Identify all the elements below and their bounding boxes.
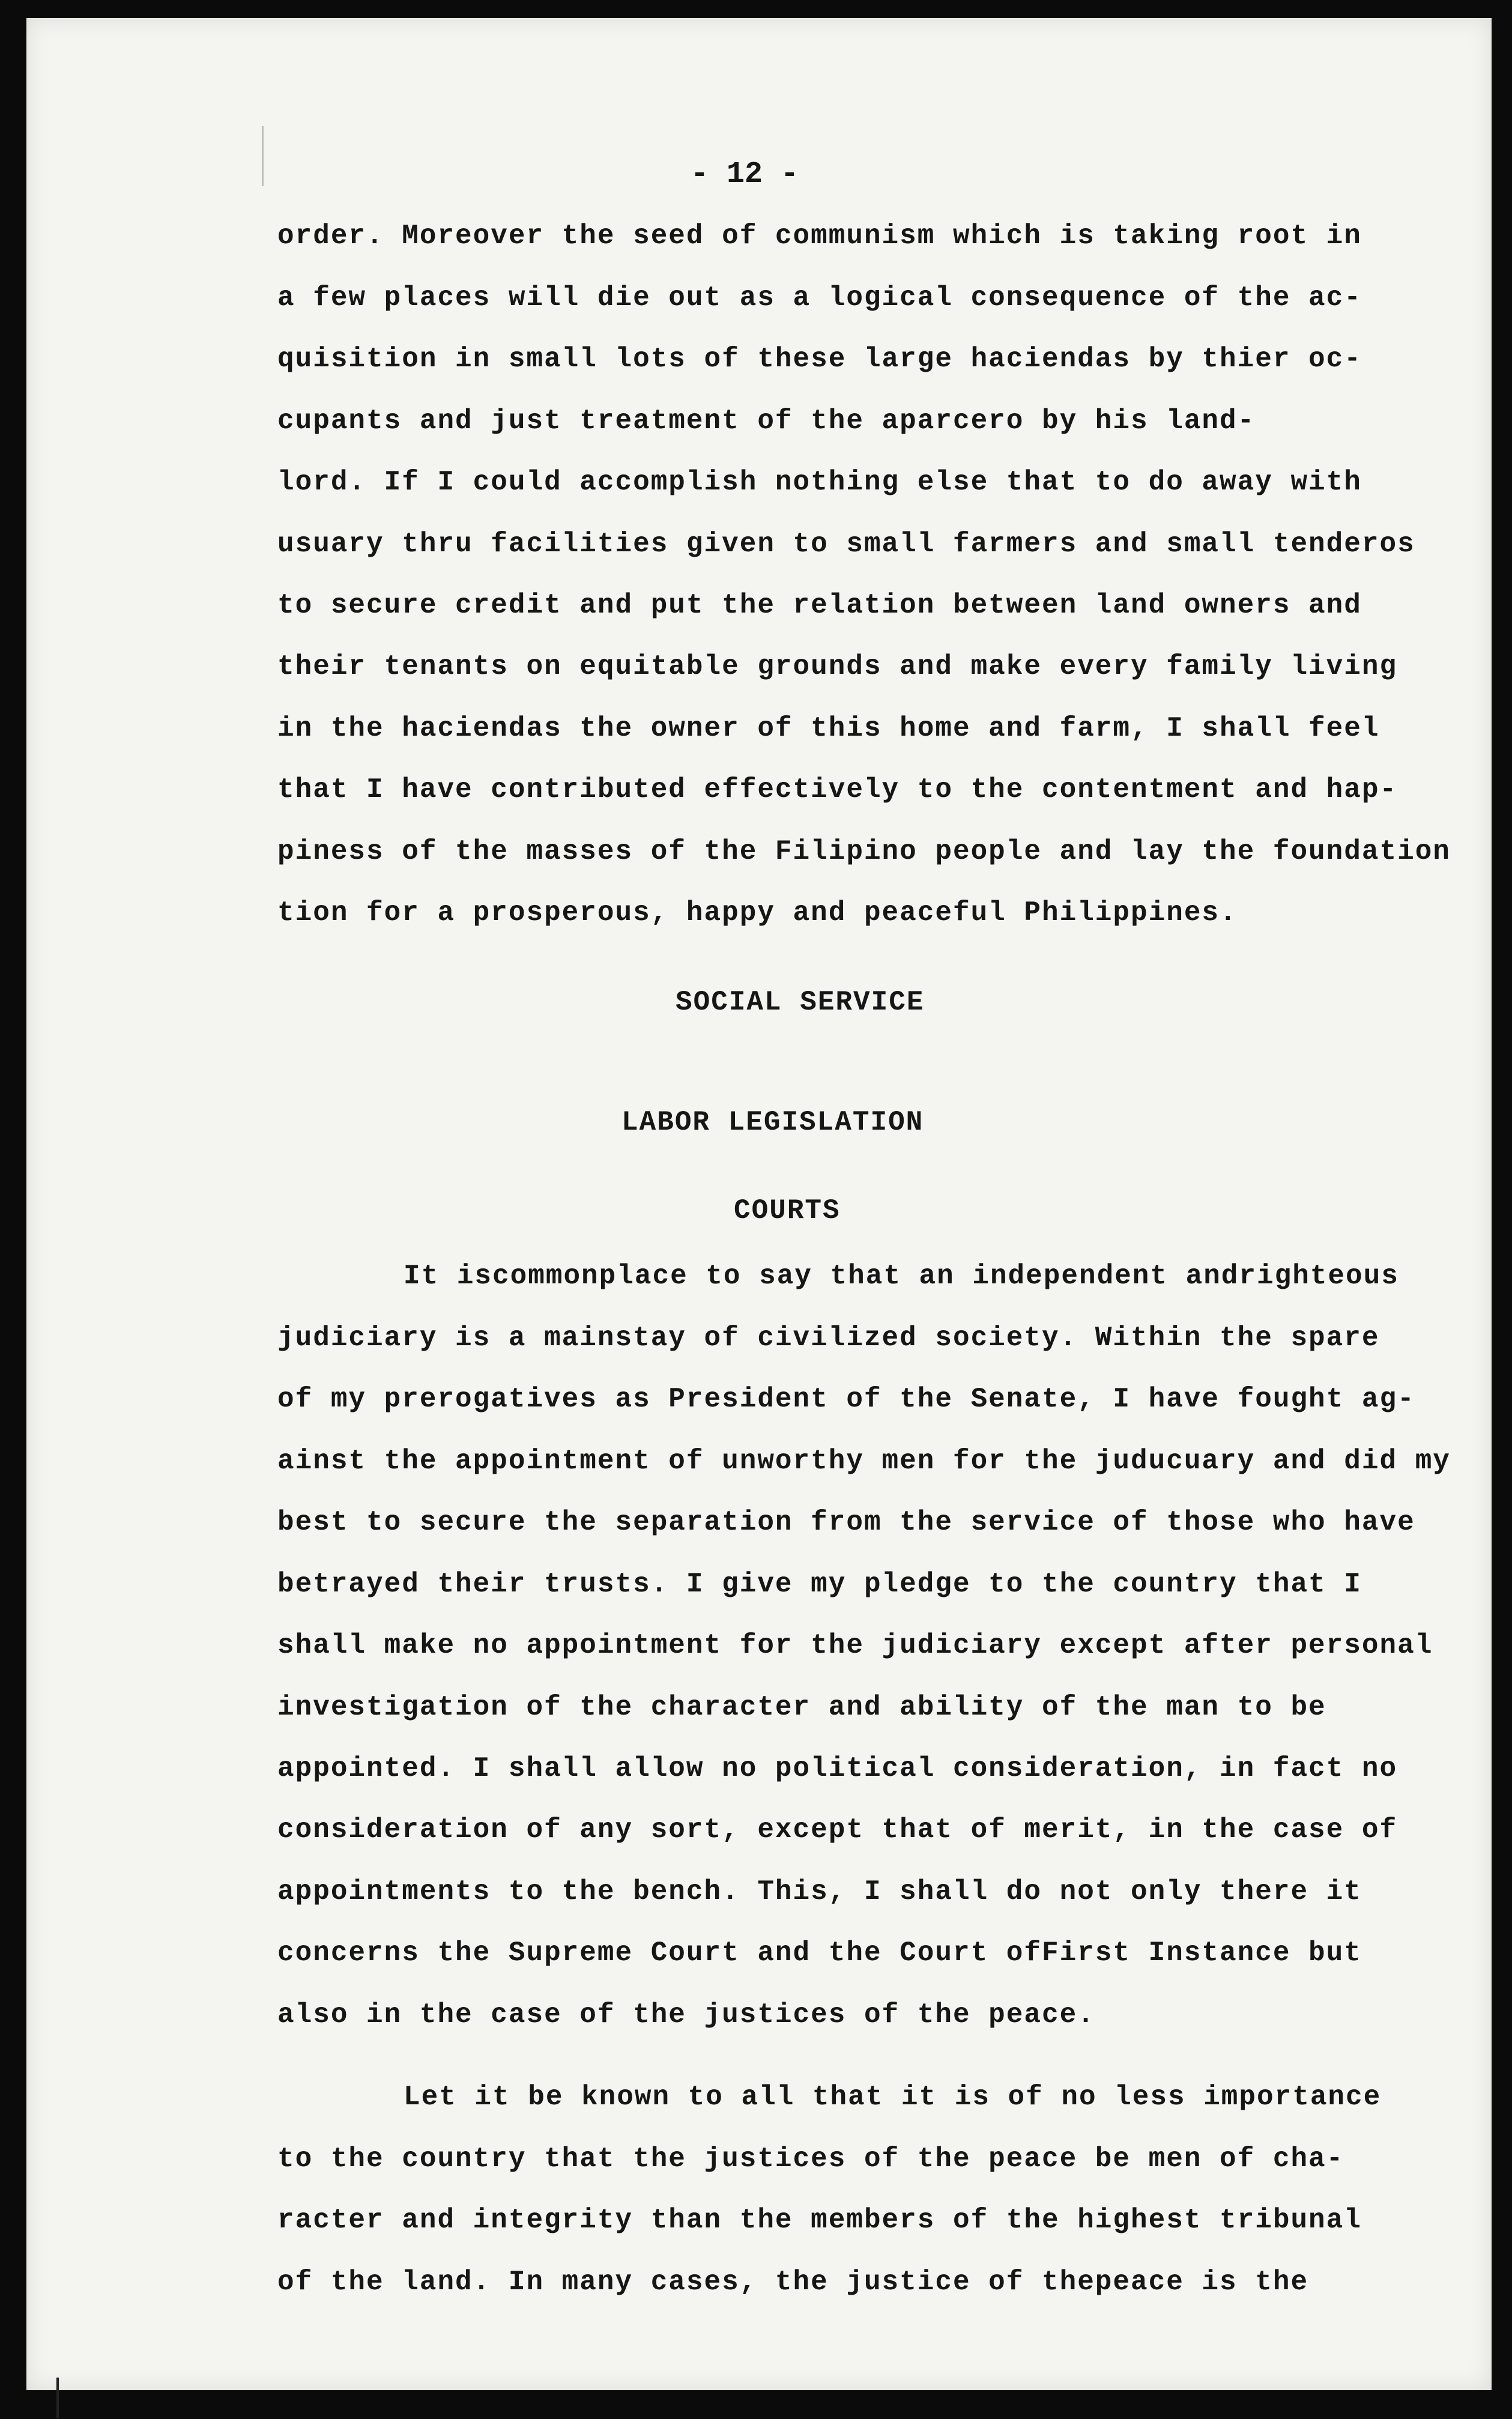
text-line: to the country that the justices of the peace be men of cha- bbox=[277, 2143, 1344, 2175]
text-line: shall make no appointment for the judiciary except after personal bbox=[277, 1630, 1433, 1661]
text-line: judiciary is a mainstay of civilized society. Within the spare bbox=[277, 1322, 1380, 1354]
text-line: of the land. In many cases, the justice of thepeace is the bbox=[277, 2266, 1309, 2298]
heading-labor-legislation: LABOR LEGISLATION bbox=[621, 1107, 924, 1138]
heading-social-service: SOCIAL SERVICE bbox=[676, 987, 925, 1018]
text-line: to secure credit and put the relation between land owners and bbox=[277, 590, 1362, 621]
text-line: also in the case of the justices of the peace. bbox=[277, 1999, 1095, 2030]
text-line: lord. If I could accomplish nothing else that to do away with bbox=[277, 467, 1362, 498]
text-line: racter and integrity than the members of the highest tribunal bbox=[277, 2205, 1362, 2236]
text-line: a few places will die out as a logical consequence of the ac- bbox=[277, 282, 1362, 313]
text-line: consideration of any sort, except that of merit, in the case of bbox=[277, 1814, 1398, 1845]
text-line: piness of the masses of the Filipino people and lay the foundation bbox=[277, 836, 1451, 867]
corner-mark-icon: │ bbox=[47, 2378, 69, 2419]
text-line: Let it be known to all that it is of no less importance bbox=[404, 2081, 1382, 2113]
text-line: that I have contributed effectively to the contentment and hap- bbox=[277, 774, 1398, 805]
text-line: best to secure the separation from the service of those who have bbox=[277, 1507, 1415, 1538]
text-line: of my prerogatives as President of the Senate, I have fought ag- bbox=[277, 1384, 1415, 1415]
text-line: investigation of the character and ability of the man to be bbox=[277, 1692, 1326, 1723]
margin-mark bbox=[262, 126, 264, 186]
text-line: appointments to the bench. This, I shall do not only there it bbox=[277, 1876, 1362, 1907]
text-line: order. Moreover the seed of communism which is taking root in bbox=[277, 220, 1362, 252]
text-line: concerns the Supreme Court and the Court ofFirst Instance but bbox=[277, 1937, 1362, 1969]
text-line: betrayed their trusts. I give my pledge to the country that I bbox=[277, 1569, 1362, 1600]
text-line: usuary thru facilities given to small farmers and small tenderos bbox=[277, 528, 1415, 560]
text-line: in the haciendas the owner of this home and farm, I shall feel bbox=[277, 713, 1380, 744]
text-line: appointed. I shall allow no political consideration, in fact no bbox=[277, 1753, 1398, 1784]
text-line: quisition in small lots of these large haciendas by thier oc- bbox=[277, 344, 1362, 375]
text-line: cupants and just treatment of the aparcero by his land- bbox=[277, 405, 1256, 437]
page-number: - 12 - bbox=[691, 157, 799, 192]
heading-courts: COURTS bbox=[734, 1195, 841, 1226]
text-line: tion for a prosperous, happy and peaceful Philippines. bbox=[277, 897, 1238, 928]
text-line: their tenants on equitable grounds and make every family living bbox=[277, 651, 1398, 682]
text-line: ainst the appointment of unworthy men for the juducuary and did my bbox=[277, 1446, 1451, 1477]
text-line: It iscommonplace to say that an independent andrighteous bbox=[404, 1261, 1399, 1292]
